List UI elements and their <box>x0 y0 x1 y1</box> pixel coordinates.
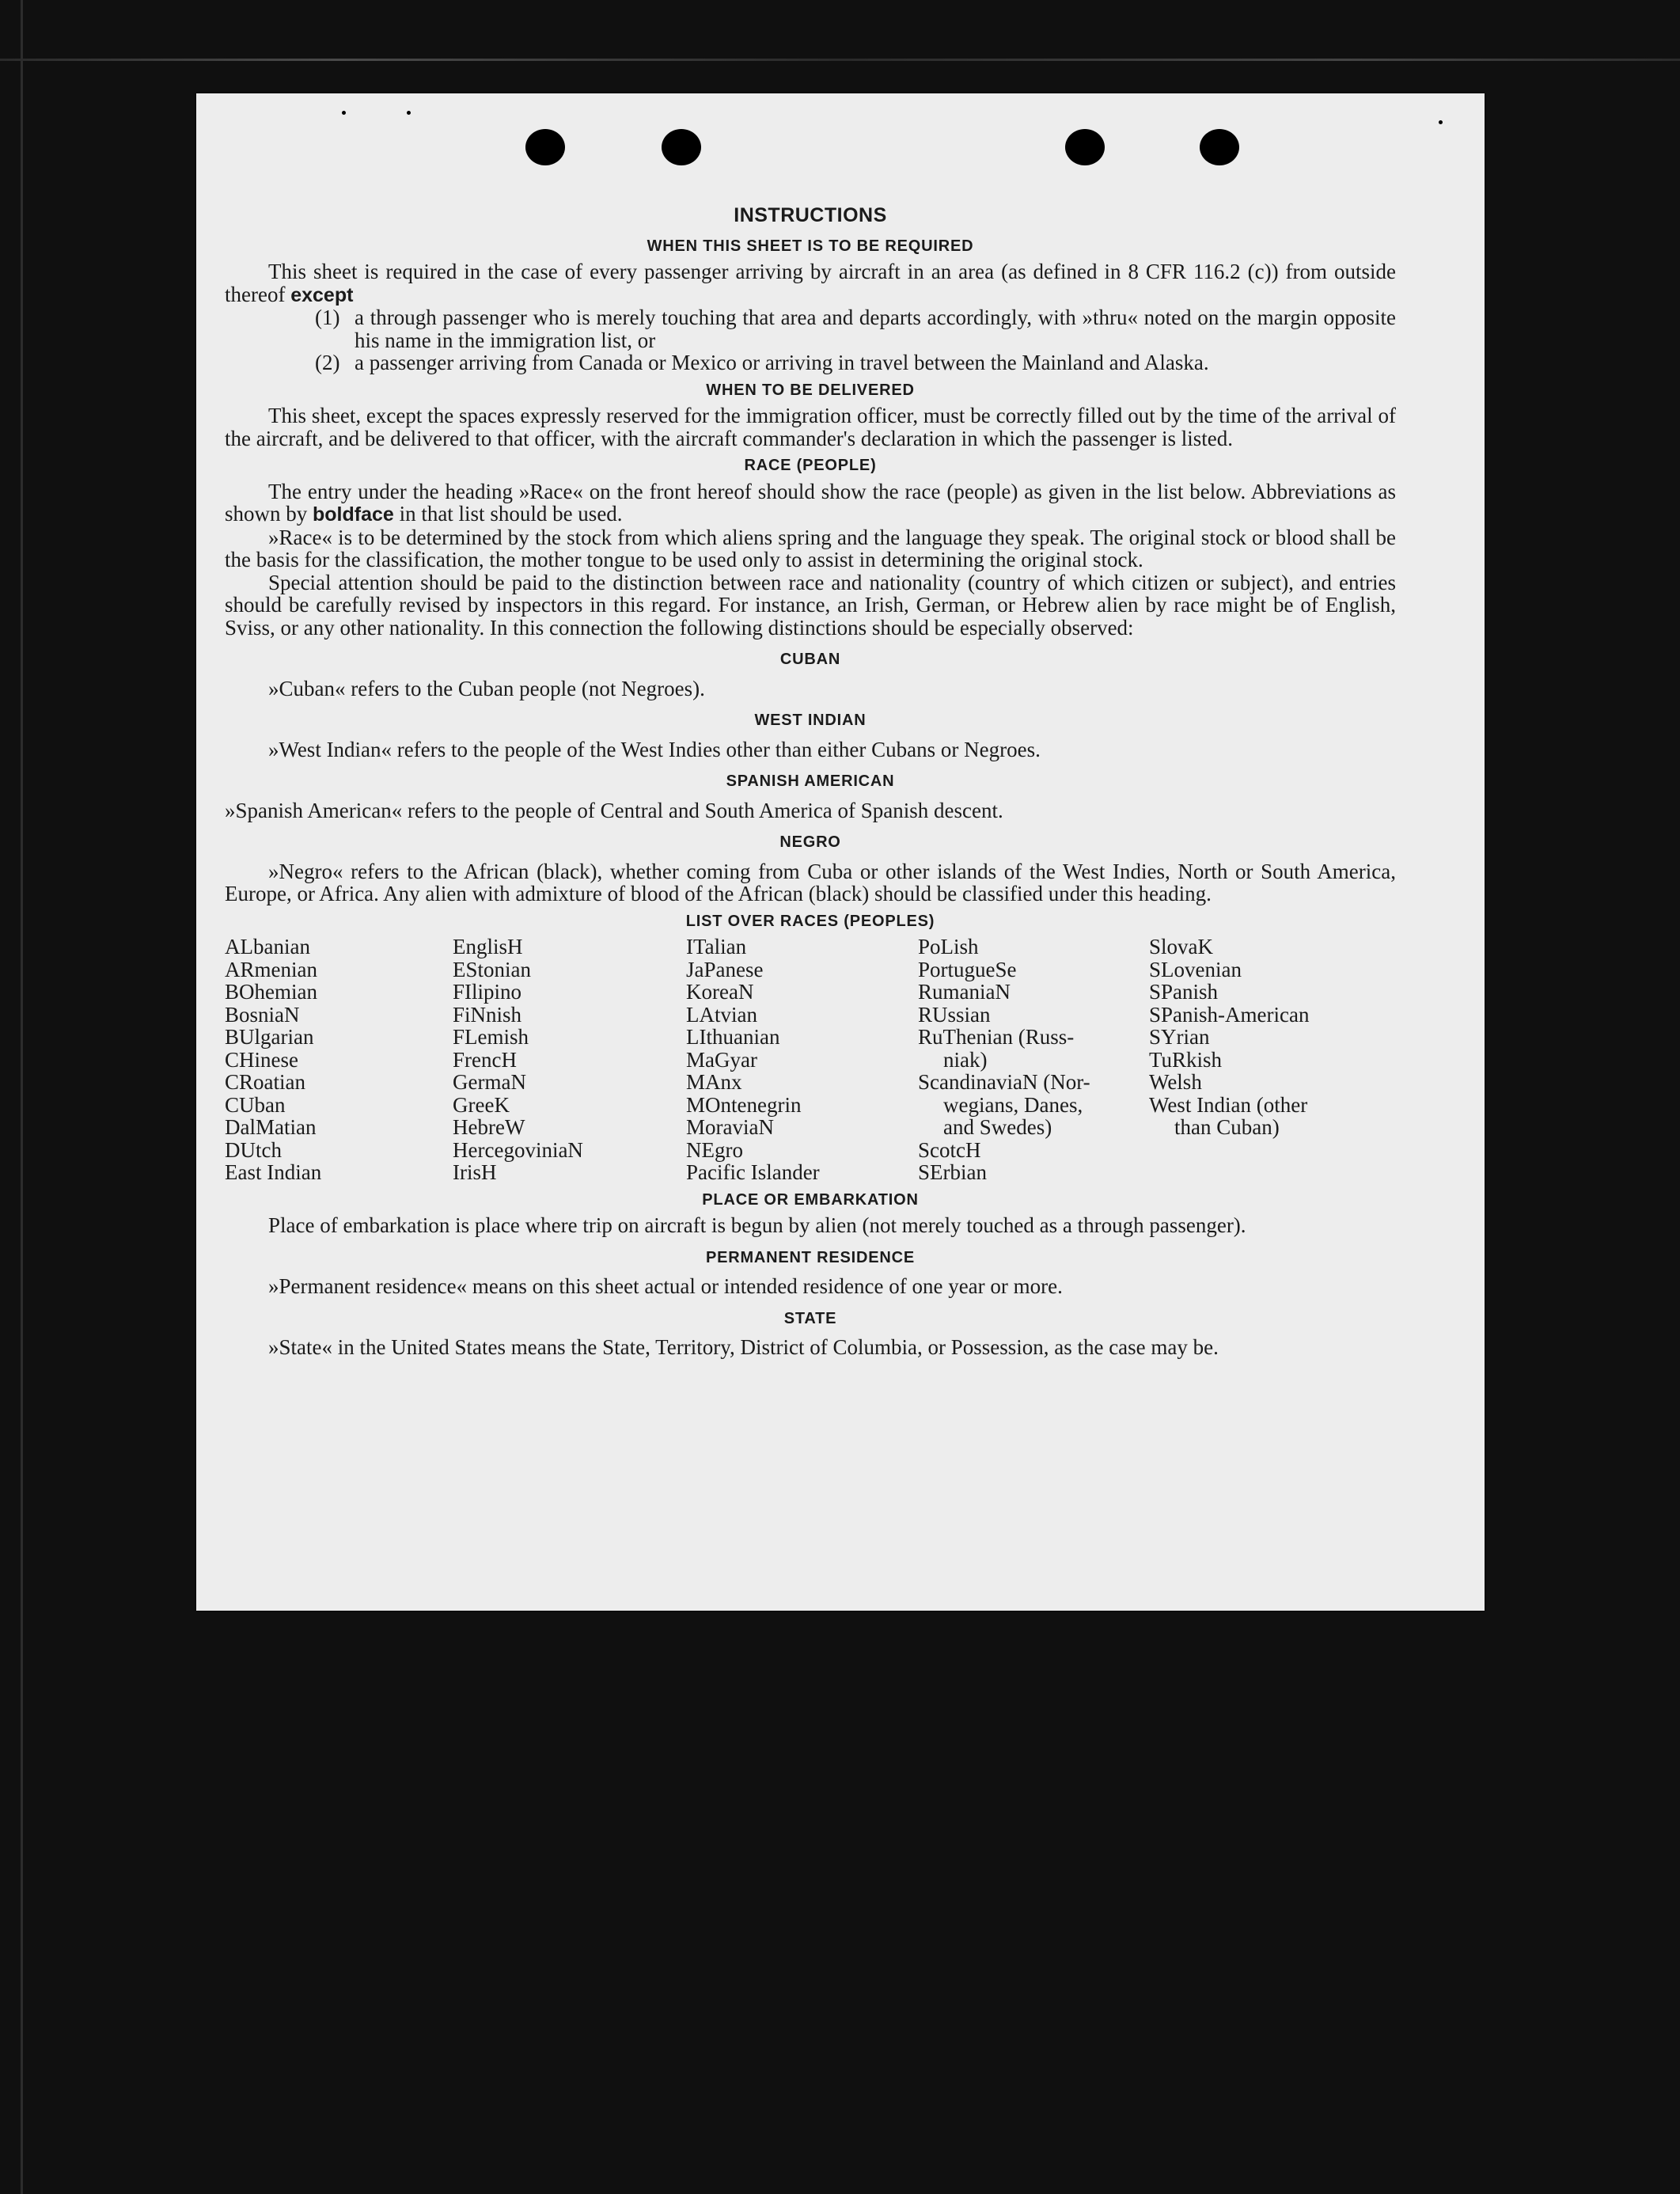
section-heading-west-indian: WEST INDIAN <box>754 712 867 729</box>
film-frame-edge-top <box>0 59 1680 61</box>
race-entry: DalMatian <box>225 1115 317 1139</box>
race-entry: Pacific Islander <box>686 1160 820 1184</box>
section-heading-negro: NEGRO <box>779 833 841 851</box>
page-title: INSTRUCTIONS <box>734 204 887 226</box>
race-entry: GreeK <box>453 1092 510 1117</box>
race-entry: SErbian <box>918 1160 987 1184</box>
race-column-2 <box>453 936 686 1184</box>
race-entry: LIthuanian <box>686 1025 780 1049</box>
race-entry: PortugueSe <box>918 957 1017 981</box>
race-paragraph-2: »Race« is to be determined by the stock from which aliens spring and the language they speak. The original stock or blood shall be the basis for the classification, the mother tongue to be used only to assist in determining the original stock. <box>225 525 1396 571</box>
section-heading-permanent-residence: PERMANENT RESIDENCE <box>705 1248 916 1266</box>
item-text: a passenger arriving from Canada or Mexico or arriving in travel between the Mainland and Alaska. <box>355 351 1209 374</box>
punch-hole <box>1200 129 1239 165</box>
race-entry: Welsh <box>1149 1070 1202 1094</box>
race-entry: RUssian <box>918 1002 991 1027</box>
item-number: (1) <box>315 306 340 329</box>
race-entry: East Indian <box>225 1160 322 1184</box>
punch-hole <box>662 129 701 165</box>
negro-text: »Negro« refers to the African (black), whether coming from Cuba or other islands of the West Indies, North or South America, Europe, or Africa. Any alien with admixture of blood of the African (black) should be classified under this heading. <box>225 859 1396 905</box>
race-entry: HercegoviniaN <box>453 1137 583 1162</box>
section-heading-spanish-american: SPANISH AMERICAN <box>726 772 895 790</box>
race-paragraph-3: Special attention should be paid to the distinction between race and nationality (country of which citizen or subject), and entries should be carefully revised by inspectors in this regard. For instance, an Irish, German, or Hebrew alien by race might be of English, Sviss, or any other nationality. In this connection the following distinctions should be especially observed: <box>225 570 1396 640</box>
race-entry: GermaN <box>453 1070 526 1094</box>
race-entry: ScandinaviaN (Nor- <box>918 1070 1090 1094</box>
film-frame-edge-left <box>21 0 23 2194</box>
section-heading-when-required: WHEN THIS SHEET IS TO BE REQUIRED <box>647 237 974 255</box>
race-entry: RuThenian (Russ- <box>918 1025 1075 1049</box>
item-text: a through passenger who is merely touching that area and departs accordingly, with »thru« noted on the margin opposite his name in the immigration list, or <box>355 306 1396 352</box>
item-number: (2) <box>315 351 340 374</box>
race-entry: FLemish <box>453 1025 529 1049</box>
when-delivered-text: This sheet, except the spaces expressly reserved for the immigration officer, must be correctly filled out by the time of the arrival of the aircraft, and be delivered to that officer, with the aircraft commander's declaration in which the passenger is listed. <box>225 404 1396 450</box>
race-column-5 <box>1149 936 1386 1184</box>
race-entry: KoreaN <box>686 980 754 1004</box>
section-heading-state: STATE <box>783 1309 837 1327</box>
instructions-content <box>225 204 1396 1359</box>
race-entry: EnglisH <box>453 935 523 958</box>
race-entry: DUtch <box>225 1137 282 1162</box>
race-entry: BOhemian <box>225 980 317 1004</box>
speck <box>342 111 346 115</box>
race-entry: EStonian <box>453 957 531 981</box>
document-sheet <box>196 93 1485 1611</box>
boldface-emphasis: boldface <box>313 503 394 526</box>
race-entry: ALbanian <box>225 935 310 958</box>
embarkation-text: Place of embarkation is place where trip on aircraft is begun by alien (not merely touched as a through passenger). <box>268 1213 1246 1237</box>
section-heading-embarkation: PLACE OR EMBARKATION <box>702 1190 919 1209</box>
race-entry: ITalian <box>686 935 747 958</box>
race-entry: West Indian (other <box>1149 1092 1308 1117</box>
when-required-intro: This sheet is required in the case of every passenger arriving by aircraft in an area (as defined in 8 CFR 116.2 (c)) from outside thereof except <box>225 260 1396 306</box>
race-entry: MoraviaN <box>686 1115 774 1139</box>
speck <box>407 111 411 115</box>
race-entry: BosniaN <box>225 1002 300 1027</box>
race-entry: NEgro <box>686 1137 743 1162</box>
race-entry: SPanish <box>1149 980 1219 1004</box>
race-entry: FIlipino <box>453 980 522 1004</box>
race-entry: FrencH <box>453 1047 517 1072</box>
west-indian-text: »West Indian« refers to the people of the West Indies other than either Cubans or Negroes. <box>268 737 1041 761</box>
race-paragraph-1: The entry under the heading »Race« on the front hereof should show the race (people) as given in the list below. Abbreviations as shown by boldface in that list should be used. <box>225 479 1396 526</box>
race-entry: ARmenian <box>225 957 317 981</box>
race-entry: SYrian <box>1149 1025 1210 1049</box>
race-column-4 <box>918 936 1149 1184</box>
except-emphasis: except <box>290 283 354 306</box>
race-entry-continuation: wegians, Danes, <box>943 1092 1083 1117</box>
race-entry: TuRkish <box>1149 1047 1223 1072</box>
punch-hole <box>525 129 565 165</box>
race-entry: MaGyar <box>686 1047 757 1072</box>
race-entry: CUban <box>225 1092 286 1117</box>
cuban-text: »Cuban« refers to the Cuban people (not Negroes). <box>268 676 705 700</box>
race-entry: LAtvian <box>686 1002 757 1027</box>
section-heading-cuban: CUBAN <box>779 651 841 668</box>
race-entry: MAnx <box>686 1070 742 1094</box>
race-entry-continuation: than Cuban) <box>1174 1115 1280 1139</box>
race-entry-continuation: niak) <box>943 1047 988 1072</box>
race-entry: RumaniaN <box>918 980 1011 1004</box>
race-entry: CRoatian <box>225 1070 305 1094</box>
race-entry: CHinese <box>225 1047 298 1072</box>
exception-item-1 <box>315 306 1396 351</box>
race-entry: FiNnish <box>453 1002 522 1027</box>
race-entry: HebreW <box>453 1115 525 1139</box>
race-column-3 <box>686 936 918 1184</box>
exception-item-2 <box>315 351 1396 374</box>
race-entry: BUlgarian <box>225 1025 314 1049</box>
race-entry-continuation: and Swedes) <box>943 1115 1052 1139</box>
race-entry: SLovenian <box>1149 957 1242 981</box>
state-text: »State« in the United States means the State, Territory, District of Columbia, or Possession, as the case may be. <box>268 1335 1219 1359</box>
spanish-american-text: »Spanish American« refers to the people of Central and South America of Spanish descent. <box>225 798 1003 822</box>
race-entry: IrisH <box>453 1160 497 1184</box>
race-column-1 <box>225 936 453 1184</box>
race-entry: MOntenegrin <box>686 1092 802 1117</box>
punch-hole <box>1065 129 1105 165</box>
race-entry: SPanish-American <box>1149 1002 1310 1027</box>
race-entry: ScotcH <box>918 1137 981 1162</box>
section-heading-when-delivered: WHEN TO BE DELIVERED <box>706 381 915 399</box>
race-list <box>225 936 1396 1184</box>
residence-text: »Permanent residence« means on this sheet actual or intended residence of one year or more. <box>268 1274 1063 1298</box>
race-entry: SlovaK <box>1149 935 1213 958</box>
section-heading-race: RACE (PEOPLE) <box>744 457 877 474</box>
race-entry: PoLish <box>918 935 979 958</box>
speck <box>1439 120 1443 124</box>
section-heading-list-races: LIST OVER RACES (PEOPLES) <box>685 912 935 930</box>
race-entry: JaPanese <box>686 957 764 981</box>
